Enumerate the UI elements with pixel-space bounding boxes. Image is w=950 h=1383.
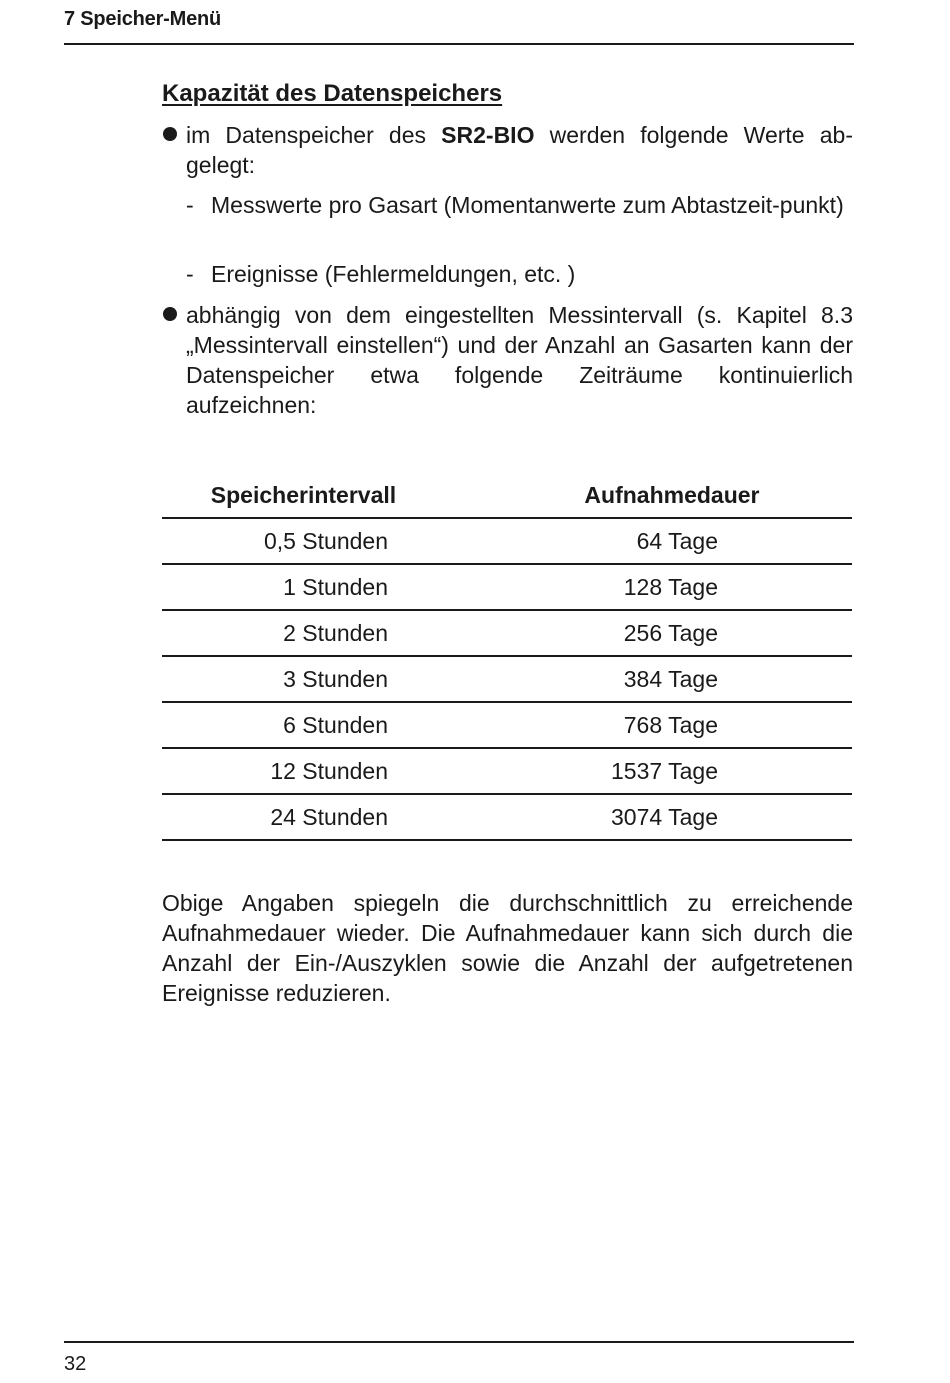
table-row bbox=[162, 795, 852, 841]
table-header bbox=[162, 476, 852, 519]
table-row bbox=[162, 565, 852, 611]
cell-interval: 6 Stunden bbox=[283, 712, 388, 738]
header-rule bbox=[64, 43, 854, 45]
cell-duration: 64 Tage bbox=[636, 528, 718, 554]
cell-duration: 3074 Tage bbox=[610, 804, 718, 830]
cell-interval: 24 Stunden bbox=[270, 804, 388, 830]
bullet-dot bbox=[163, 307, 177, 321]
cell-interval: 2 Stunden bbox=[283, 620, 388, 646]
section-title: Kapazität des Datenspeichers bbox=[162, 80, 503, 107]
cell-interval: 0,5 Stunden bbox=[263, 528, 388, 554]
bullet-item-interval: abhängig von dem eingestellten Messintervall (s. Kapitel 8.3 „Messintervall einstellen“) und der Anzahl an Gasarten kann der Datenspeicher etwa folgende Zeiträume kontinuierlich aufzeichnen: bbox=[186, 302, 853, 418]
cell-duration: 768 Tage bbox=[623, 712, 718, 738]
chapter-header: 7 Speicher-Menü bbox=[64, 8, 222, 30]
sub-item-events: Ereignisse (Fehlermeldungen, etc. ) bbox=[211, 261, 576, 287]
capacity-table bbox=[162, 476, 852, 841]
table-row bbox=[162, 749, 852, 795]
product-name: SR2-BIO bbox=[441, 122, 535, 148]
table-row bbox=[162, 519, 852, 565]
dash-marker: - bbox=[186, 192, 194, 218]
table-row bbox=[162, 657, 852, 703]
footer-rule bbox=[64, 1341, 854, 1343]
cell-interval: 12 Stunden bbox=[270, 758, 388, 784]
column-header-interval: Speicherintervall bbox=[210, 482, 397, 508]
bullet-dot bbox=[163, 127, 177, 141]
sub-item-measurements: Messwerte pro Gasart (Momentanwerte zum Abtastzeit-punkt) bbox=[211, 192, 844, 218]
cell-interval: 1 Stunden bbox=[283, 574, 388, 600]
column-header-duration: Aufnahmedauer bbox=[584, 482, 760, 508]
table-row bbox=[162, 611, 852, 657]
dash-marker: - bbox=[186, 261, 194, 287]
cell-duration: 128 Tage bbox=[623, 574, 718, 600]
table-row bbox=[162, 703, 852, 749]
bullet-item-storage bbox=[186, 120, 853, 180]
cell-duration: 256 Tage bbox=[623, 620, 718, 646]
bullet-text-prefix: im Datenspeicher des bbox=[186, 122, 442, 148]
cell-interval: 3 Stunden bbox=[283, 666, 388, 692]
page-number: 32 bbox=[64, 1353, 87, 1375]
bullet-text-suffix: werden folgende Werte ab-gelegt: bbox=[186, 122, 853, 178]
cell-duration: 1537 Tage bbox=[610, 758, 718, 784]
closing-paragraph: Obige Angaben spiegeln die durchschnittlich zu erreichende Aufnahmedauer wieder. Die Aufnahmedauer kann sich durch die Anzahl der Ein-/Auszyklen sowie die Anzahl der aufgetretenen Ereignisse reduzieren. bbox=[162, 890, 853, 1006]
cell-duration: 384 Tage bbox=[623, 666, 718, 692]
